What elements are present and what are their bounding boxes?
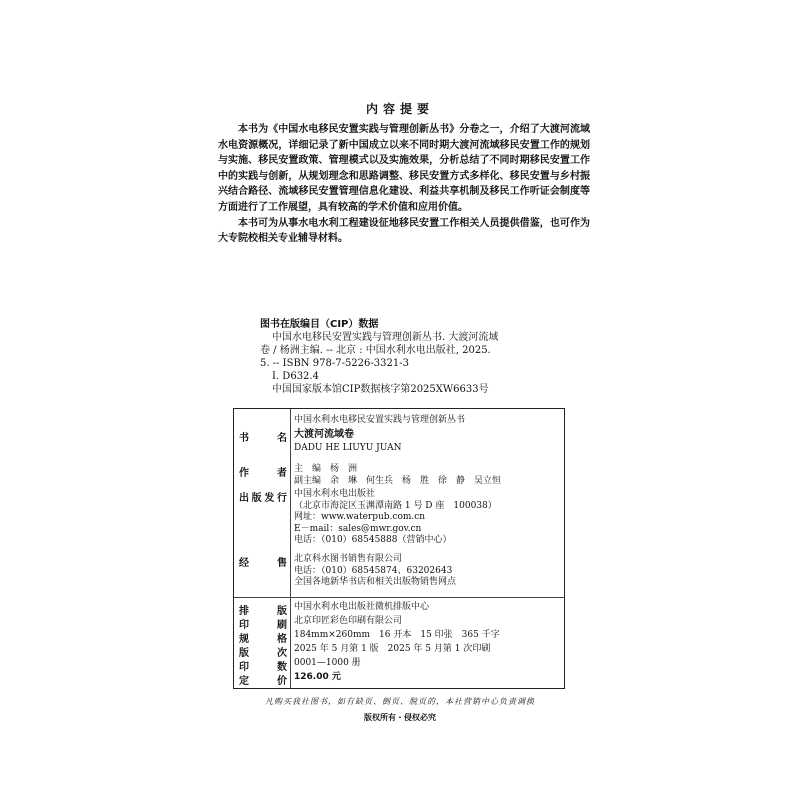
publisher-label: 出 版 发 行 [239,493,287,504]
deputy-editors: 副主编 余 琳 何生兵 杨 胜 徐 静 吴立恒 [294,476,502,486]
abstract-paragraph-1: 本书为《中国水电移民安置实践与管理创新丛书》分卷之一，介绍了大渡河流域水电资源概况，详细记录了新中国成立以来不同时期大渡河流域移民安置工作的规划与实施、移民安置政策、管理模式以及实施效果，分析总结了不同时期移民安置工作中的实践与创新，从规划理念和思路调整、移民安置方式多样化、移民安置与乡村振兴结合路径、流域移民安置管理信息化建设、利益共享机制及移民工作听证会制度等方面进行了工作展望，具有较高的学术价值和应用价值。 [218,124,590,213]
copyright-notice: 版权所有・侵权必究 [364,713,436,722]
cip-line: 中国国家版本馆CIP数据核字第2025XW6633号 [272,384,489,395]
table-horizontal-divider [234,597,564,598]
defect-exchange-note: 凡购买我社图书，如有缺页、倒页、脱页的，本社营销中心负责调换 [265,697,535,706]
distributor-name: 北京科水图书销售有限公司 [294,554,403,564]
distributor-phone: 电话：（010）68545874、63202643 [294,565,453,576]
cip-line: 卷 / 杨洲主编. -- 北京 : 中国水利水电出版社, 2025. [260,345,491,356]
print-count-value: 0001—1000 册 [294,658,361,668]
publisher-website: 网址：www.waterpub.com.cn [294,512,426,523]
print-value: 北京印匠彩色印刷有限公司 [294,616,403,626]
typeset-value: 中国水利水电出版社微机排版中心 [294,602,430,612]
editor: 主 编 杨 洲 [294,464,358,474]
print-count-label: 印 数 [239,662,287,673]
distributor-label: 经 售 [239,558,287,569]
spec-value: 184mm×260mm 16 开本 15 印张 365 千字 [294,630,500,640]
abstract-body [218,122,590,247]
typeset-label: 排 版 [239,606,287,617]
publisher-phone: 电话：（010）68545888（营销中心） [294,535,452,546]
publisher-email: E－mail：sales@mwr.gov.cn [294,523,422,534]
cip-title: 图书在版编目（CIP）数据 [260,319,379,330]
national-outlets: 全国各地新华书店和相关出版物销售网点 [294,577,457,588]
publication-info-table [233,408,565,689]
distributor-details [294,554,559,589]
spec-label: 规 格 [239,634,287,645]
book-title: 大渡河流域卷 [294,429,354,440]
author-label: 作 者 [239,468,287,479]
print-label: 印 刷 [239,620,287,631]
series-name: 中国水利水电移民安置实践与管理创新丛书 [294,415,466,425]
publisher-address: （北京市海淀区玉渊潭南路 1 号 D 座 100038） [294,500,497,511]
book-title-label: 书 名 [239,433,287,444]
edition-value: 2025 年 5 月第 1 版 2025 年 5 月第 1 次印刷 [294,644,491,654]
publisher-name: 中国水利水电出版社 [294,489,376,499]
cip-line: Ⅰ. D632.4 [272,371,319,382]
abstract-title: 内容提要 [365,102,434,116]
abstract-paragraph-2: 本书可为从事水电水利工程建设征地移民安置工作相关人员提供借鉴，也可作为大专院校相关专业辅导材料。 [218,217,590,245]
cip-line: 5. -- ISBN 978-7-5226-3321-3 [260,358,409,369]
edition-label: 版 次 [239,648,287,659]
table-vertical-divider [290,409,291,688]
price-label: 定 价 [239,676,287,687]
book-title-pinyin: DADU HE LIUYU JUAN [294,443,402,453]
cip-block [260,318,560,396]
price-value: 126.00 元 [294,672,341,682]
cip-line: 中国水电移民安置实践与管理创新丛书. 大渡河流域 [272,332,499,343]
publisher-details [294,489,559,547]
